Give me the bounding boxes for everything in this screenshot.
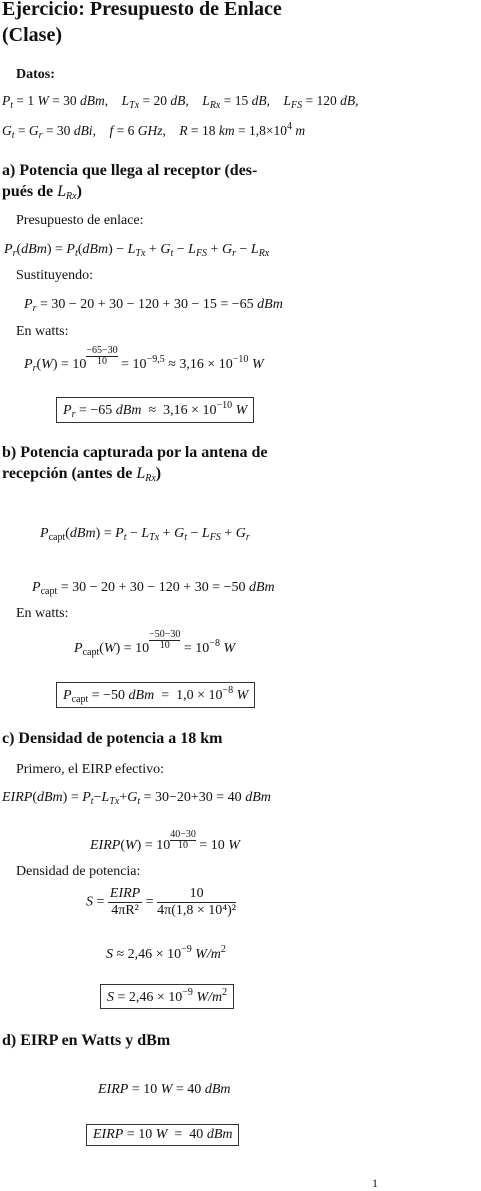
section-c-eirp-w: EIRP(W) = 10 $\frac{40-30}{10}$ = 10 W (90, 829, 240, 853)
section-a-formula: $P_r(dBm) = P_t(dBm) - L_{Tx} + G_t - L_{FS} + G_r - L_{Rx}$ (4, 242, 270, 259)
exp-numerator: −50−30 (149, 629, 181, 640)
page-title: Ejercicio: Presupuesto de Enlace (2, 0, 282, 20)
section-c-density-formula: S = $\frac{\text{EIRP}}{\text{4πR²}}$ = $\frac{10}{\text{4π(1,8 × 10⁴)²}}$ (86, 886, 237, 918)
section-a-heading: a) Potencia que llega al receptor (des- (2, 162, 258, 179)
section-b-result-box: $P_{capt} = -50$ dBm = $1,0 \times 10^{-8}$ W (56, 682, 255, 708)
section-a-watts-label: En watts: (16, 324, 69, 339)
section-b-watts: $P_{capt}(W) = 10$ $\frac{-50-30}{10}$ = $10^{-8}$ W (74, 629, 236, 658)
section-c-result-box: $S = 2,46 \times 10^{-9}$ $W/m^2$ (100, 984, 234, 1009)
exp-denominator: 10 (178, 840, 189, 851)
exp-denominator: 10 (97, 356, 108, 367)
exp-numerator: 40−30 (170, 829, 196, 840)
section-d-line: EIRP = 10 W = 40 dBm (98, 1082, 231, 1097)
data-line-1: $P_t = 1$ W = 30 dBm, $L_{Tx} = 20$ dB, $L_{Rx} = 15$ dB, $L_{FS} = 120$ dB, (2, 93, 359, 111)
exp-denominator: 10 (159, 640, 170, 651)
section-c-heading: c) Densidad de potencia a 18 km (2, 730, 223, 747)
section-c-eirp-dbm: EIRP(dBm) = $P_t-L_{Tx}+G_t = 30-20+30 = 40$ dBm (2, 790, 271, 807)
section-b-watts-label: En watts: (16, 606, 69, 621)
fraction-denominator: 4π(1,8 × 10⁴)² (157, 903, 237, 918)
section-a-result-box: $P_r = -65$ dBm ≈ $3,16 \times 10^{-10}$ W (56, 397, 254, 423)
section-a-watts: $P_r(W) = 10$ $\frac{-65-30}{10}$ = $10^{-9,5} \approx 3,16 \times 10^{-10}$ W (24, 345, 264, 374)
section-b-subst: $P_{capt} = 30 - 20 + 30 - 120 + 30 = -50$ dBm (32, 580, 275, 597)
fraction-denominator: 4πR² (111, 903, 139, 918)
section-a-intro: Presupuesto de enlace: (16, 213, 144, 228)
fraction-numerator: 10 (157, 886, 236, 903)
section-a-subst: $P_r = 30 - 20 + 30 - 120 + 30 - 15 = -65$ dBm (24, 297, 283, 314)
data-line-2: $G_t = G_r = 30$ dBi, f = 6 GHz, R = 18 km = $1,8\times 10^4$ m (2, 121, 306, 141)
section-d-heading: d) EIRP en Watts y dBm (2, 1032, 171, 1049)
section-a-subst-label: Sustituyendo: (16, 268, 94, 283)
fraction-eirp (108, 886, 142, 919)
section-d-result-box: EIRP = 10 W = 40 dBm (86, 1124, 239, 1146)
fraction-numerator: EIRP (109, 886, 141, 901)
section-b-formula: $P_{capt}(dBm) = P_t - L_{Tx} + G_t - L_{FS} + G_r$ (40, 526, 250, 543)
fraction-numeric (157, 886, 236, 919)
page-title-line2: (Clase) (2, 24, 62, 46)
section-c-density-label: Densidad de potencia: (16, 864, 141, 879)
section-a-heading-2: pués de $L_{Rx}$) (2, 183, 82, 202)
section-b-heading-2: recepción (antes de $L_{Rx}$) (2, 465, 162, 484)
page-number: 1 (372, 1176, 378, 1190)
datos-label: Datos: (16, 67, 55, 82)
section-b-heading: b) Potencia capturada por la antena de (2, 444, 268, 461)
exp-numerator: −65−30 (86, 345, 118, 356)
section-c-approx: $S \approx 2,46 \times 10^{-9}$ $W/m^2$ (106, 944, 226, 962)
section-c-intro: Primero, el EIRP efectivo: (16, 762, 164, 777)
